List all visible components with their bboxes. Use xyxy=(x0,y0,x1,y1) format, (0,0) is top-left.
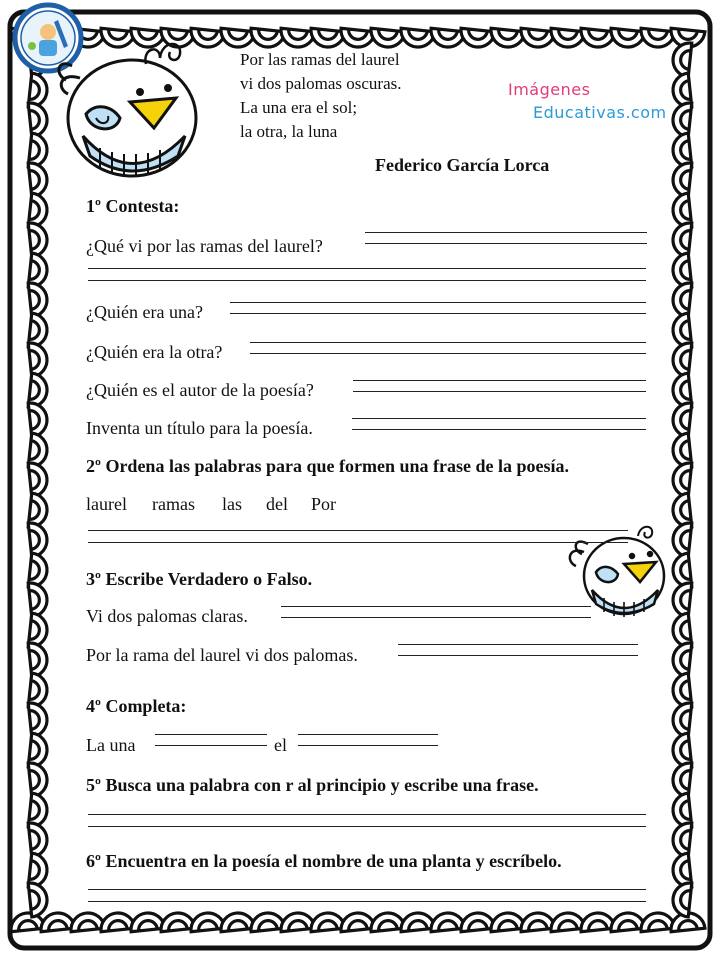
section-3-heading: 3º Escribe Verdadero o Falso. xyxy=(86,569,313,589)
answer-line[interactable] xyxy=(155,745,267,746)
brand-line-1 xyxy=(508,80,590,99)
brand-line-2: Educativas.com xyxy=(533,103,667,122)
poem-line-1: Por las ramas del laurel xyxy=(240,50,400,69)
word-tile: Por xyxy=(311,494,337,514)
section-4-heading: 4º Completa: xyxy=(86,696,187,716)
poem-line-2: vi dos palomas oscuras. xyxy=(240,74,402,93)
answer-line[interactable] xyxy=(88,814,646,815)
answer-line[interactable] xyxy=(88,542,628,543)
complete-part-1: La una xyxy=(86,735,136,755)
answer-line[interactable] xyxy=(365,243,647,244)
answer-line[interactable] xyxy=(353,380,646,381)
question-2: ¿Quién era una? xyxy=(86,302,203,322)
brand-text-1: Imágenes xyxy=(508,80,591,99)
poem-author: Federico García Lorca xyxy=(375,155,550,175)
bird-illustration-icon xyxy=(50,36,210,186)
section-6-heading: 6º Encuentra en la poesía el nombre de una planta y escríbelo. xyxy=(86,851,562,871)
poem-line-3: La una era el sol; xyxy=(240,98,358,117)
word-tile: laurel xyxy=(86,494,127,514)
question-4: ¿Quién es el autor de la poesía? xyxy=(86,380,314,400)
answer-line[interactable] xyxy=(398,644,638,645)
small-bird-illustration-icon xyxy=(562,522,672,618)
answer-line[interactable] xyxy=(250,342,646,343)
answer-line[interactable] xyxy=(155,734,267,735)
word-tile: ramas xyxy=(152,494,195,514)
question-5: Inventa un título para la poesía. xyxy=(86,418,313,438)
question-3: ¿Quién era la otra? xyxy=(86,342,223,362)
answer-line[interactable] xyxy=(88,280,646,281)
word-tile: del xyxy=(266,494,288,514)
answer-line[interactable] xyxy=(298,734,438,735)
answer-line[interactable] xyxy=(281,606,591,607)
answer-line[interactable] xyxy=(230,302,646,303)
answer-line[interactable] xyxy=(88,826,646,827)
answer-line[interactable] xyxy=(88,901,646,902)
frame-scallop xyxy=(28,881,48,917)
word-tile: las xyxy=(222,494,242,514)
section-2-heading: 2º Ordena las palabras para que formen una frase de la poesía. xyxy=(86,456,569,476)
answer-line[interactable] xyxy=(250,353,646,354)
answer-line[interactable] xyxy=(365,232,647,233)
frame-scallop xyxy=(671,881,691,917)
poem-line-4: la otra, la luna xyxy=(240,122,338,141)
answer-line[interactable] xyxy=(352,418,646,419)
statement-2: Por la rama del laurel vi dos palomas. xyxy=(86,645,358,665)
section-5-heading: 5º Busca una palabra con r al principio y escribe una frase. xyxy=(86,775,539,795)
answer-line[interactable] xyxy=(352,429,646,430)
section-1-heading: 1º Contesta: xyxy=(86,196,180,216)
complete-part-2: el xyxy=(274,735,287,755)
answer-line[interactable] xyxy=(88,530,628,531)
answer-line[interactable] xyxy=(88,889,646,890)
question-1: ¿Qué vi por las ramas del laurel? xyxy=(86,236,323,256)
answer-line[interactable] xyxy=(298,745,438,746)
answer-line[interactable] xyxy=(88,268,646,269)
statement-1: Vi dos palomas claras. xyxy=(86,606,248,626)
answer-line[interactable] xyxy=(281,617,591,618)
answer-line[interactable] xyxy=(353,391,646,392)
answer-line[interactable] xyxy=(398,655,638,656)
answer-line[interactable] xyxy=(230,313,646,314)
